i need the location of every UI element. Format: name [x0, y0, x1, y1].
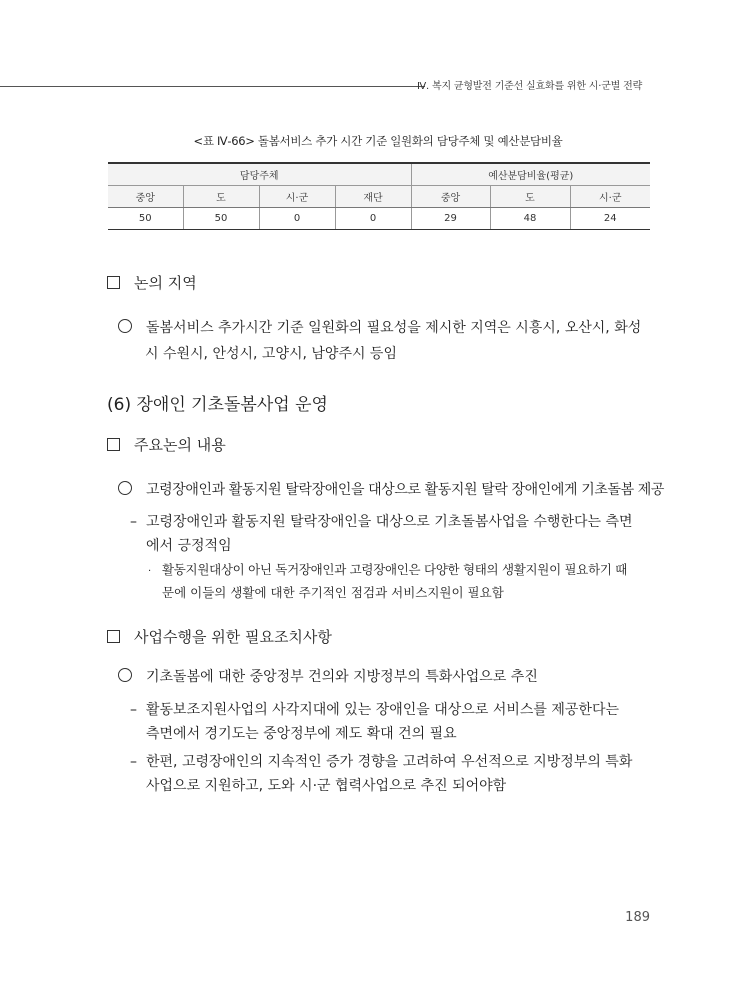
subheader-central: 중앙 [108, 186, 183, 208]
header-budget-share: 예산분담비율(평균) [411, 163, 650, 186]
table-row [108, 208, 650, 230]
circle-bullet-icon [118, 319, 132, 333]
main-content-item: 고령장애인과 활동지원 탈락장애인을 대상으로 활동지원 탈락 장애인에게 기초돌봄 제공 [118, 479, 664, 499]
measures-item: 기초돌봄에 대한 중앙정부 건의와 지방정부의 특화사업으로 추진 [118, 666, 538, 686]
square-bullet-icon [107, 276, 120, 289]
subheader-central-share: 중앙 [411, 186, 490, 208]
measures-dash-1-cont: 측면에서 경기도는 중앙정부에 제도 확대 건의 필요 [146, 726, 457, 742]
subheader-city: 시·군 [259, 186, 335, 208]
section-title: (6) 장애인 기초돌봄사업 운영 [107, 395, 328, 415]
subheader-foundation: 재단 [335, 186, 411, 208]
measures-dash-1: – 활동보조지원사업의 사각지대에 있는 장애인을 대상으로 서비스를 제공한다는 [130, 702, 619, 718]
table-cell: 0 [259, 208, 335, 230]
square-bullet-icon [107, 630, 120, 643]
dash-bullet-icon: – [130, 514, 137, 530]
circle-bullet-icon [118, 668, 132, 682]
header-responsible: 담당주체 [108, 163, 411, 186]
page-number: 189 [625, 910, 650, 925]
subheader-province: 도 [183, 186, 259, 208]
running-header: Ⅳ. 복지 균형발전 기준선 실효화를 위한 시·군별 전략 [417, 81, 643, 92]
measures-dash-2-cont: 사업으로 지원하고, 도와 시·군 협력사업으로 추진 되어야함 [146, 778, 507, 794]
discussion-region-heading: 논의 지역 [107, 272, 197, 293]
discussion-region-item: 돌봄서비스 추가시간 기준 일원화의 필요성을 제시한 지역은 시흥시, 오산시, 화성 [118, 317, 641, 337]
measures-dash-2: – 한편, 고령장애인의 지속적인 증가 경향을 고려하여 우선적으로 지방정부의 특화 [130, 754, 633, 770]
table-cell: 50 [108, 208, 183, 230]
dash-bullet-icon: – [130, 702, 137, 718]
table-caption: <표 Ⅳ-66> 돌봄서비스 추가 시간 기준 일원화의 담당주체 및 예산분담비율 [193, 134, 563, 148]
budget-share-table [108, 162, 650, 230]
table-cell: 29 [411, 208, 490, 230]
main-content-dot: · 활동지원대상이 아닌 독거장애인과 고령장애인은 다양한 형태의 생활지원이 필요하기 때 [148, 562, 628, 577]
circle-bullet-icon [118, 481, 132, 495]
header-rule [0, 86, 425, 87]
dash-bullet-icon: – [130, 754, 137, 770]
main-content-dash: – 고령장애인과 활동지원 탈락장애인을 대상으로 기초돌봄사업을 수행한다는 측면 [130, 514, 633, 530]
subheader-city-share: 시·군 [570, 186, 650, 208]
main-content-dot-cont: 문에 이들의 생활에 대한 주기적인 점검과 서비스지원이 필요함 [162, 585, 504, 600]
subheader-province-share: 도 [490, 186, 570, 208]
middle-dot-bullet-icon: · [148, 566, 151, 577]
table-cell: 48 [490, 208, 570, 230]
square-bullet-icon [107, 438, 120, 451]
table-cell: 0 [335, 208, 411, 230]
measures-heading: 사업수행을 위한 필요조치사항 [107, 626, 332, 647]
main-content-dash-cont: 에서 긍정적임 [146, 538, 232, 554]
discussion-region-item-cont: 시 수원시, 안성시, 고양시, 남양주시 등임 [145, 346, 397, 362]
table-cell: 50 [183, 208, 259, 230]
table-cell: 24 [570, 208, 650, 230]
main-content-heading: 주요논의 내용 [107, 434, 226, 455]
